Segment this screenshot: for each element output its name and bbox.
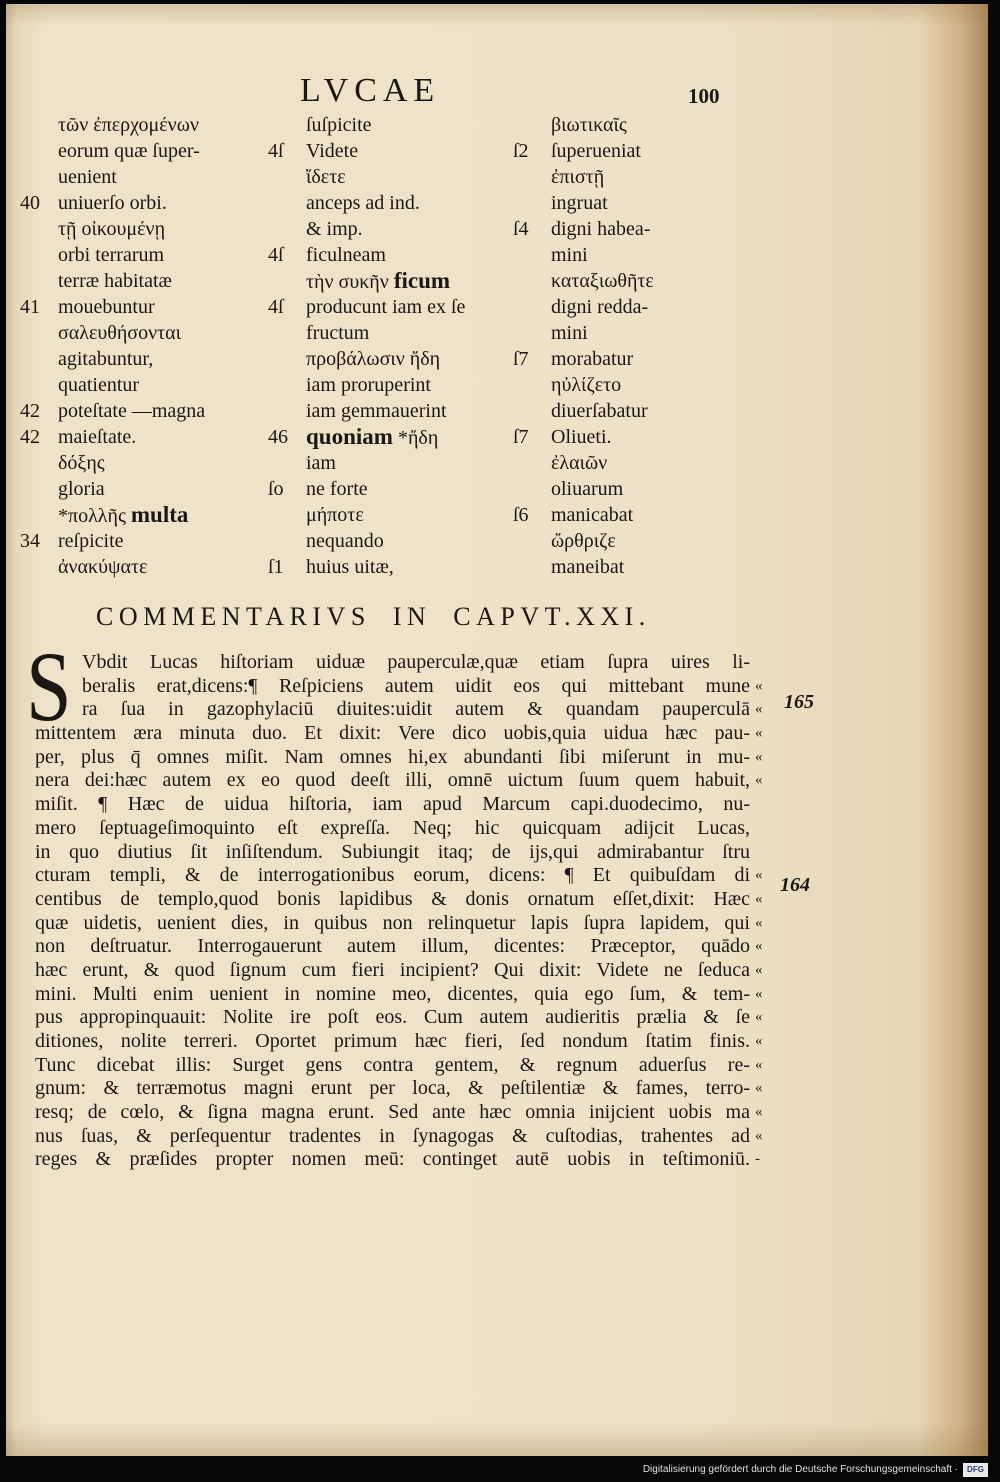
gloss-text: agitabuntur, xyxy=(58,348,154,370)
quote-mark: « xyxy=(755,772,763,789)
gloss-entry xyxy=(20,424,260,450)
gloss-text: iam gemmauerint xyxy=(306,400,447,422)
gloss-entry xyxy=(268,112,508,138)
verse-number: 34 xyxy=(20,530,40,552)
gloss-entry xyxy=(513,320,713,346)
gloss-text xyxy=(58,502,188,529)
quote-mark: - xyxy=(755,1151,760,1168)
gloss-text: ὤρθριζε xyxy=(551,530,616,552)
gloss-text: mouebuntur xyxy=(58,296,155,318)
running-title: LVCAE xyxy=(300,72,441,109)
text-line: miſit. ¶ Hæc de uidua hiſtoria, iam apud Marcum capi.duodecimo, nu- xyxy=(35,793,750,816)
gloss-entry xyxy=(20,372,260,398)
gloss-text: ficulneam xyxy=(306,244,386,266)
digitization-credit: Digitalisierung gefördert durch die Deutsche Forschungsgemeinschaft · xyxy=(642,1464,958,1475)
gloss-text: maneibat xyxy=(551,556,625,578)
verse-number: 41 xyxy=(20,296,40,318)
text-line: mero ſeptuageſimoquinto eſt expreſſa. Neq; hic quicquam adijcit Lucas, xyxy=(35,816,750,839)
commentary-heading: COMMENTARIVS IN CAPVT.XXI. xyxy=(96,602,651,631)
text-line: gnum: & terræmotus magni erunt per loca, & peſtilentiæ & fames, terro- xyxy=(35,1077,750,1100)
gloss-entry xyxy=(513,294,713,320)
gloss-entry xyxy=(20,528,260,554)
quote-mark xyxy=(755,793,777,817)
quote-mark: « xyxy=(755,725,763,742)
gloss-text: poteſtate —magna xyxy=(58,400,206,422)
text-line: Tunc dicebat illis: Surget gens contra gentem, & regnum aduerſus re- xyxy=(35,1053,750,1076)
quote-mark: « xyxy=(755,1080,763,1097)
verse-number: 40 xyxy=(20,192,40,214)
gloss-text: ingruat xyxy=(551,192,608,214)
gloss-text: quatientur xyxy=(58,374,140,396)
verse-number: 4ſ xyxy=(268,244,284,266)
verse-number: ſo xyxy=(268,478,284,500)
quote-mark: « xyxy=(755,1127,763,1144)
glossary-column-2 xyxy=(268,112,508,580)
quote-mark: « xyxy=(755,985,763,1002)
gloss-entry xyxy=(513,164,713,190)
text-line: centibus de templo,quod bonis lapidibus & donis ornatum eſſet,dixit: Hæc xyxy=(35,887,750,910)
glossary-column-1 xyxy=(20,112,260,580)
dfg-logo: DFG xyxy=(963,1463,988,1477)
quote-mark: « xyxy=(755,890,763,907)
gloss-entry xyxy=(268,216,508,242)
gloss-text: μήποτε xyxy=(306,504,364,526)
gloss-entry xyxy=(513,502,713,528)
verse-number: ſ6 xyxy=(513,504,529,526)
gloss-text: ἐλαιῶν xyxy=(551,452,608,474)
gloss-entry xyxy=(268,398,508,424)
gloss-entry xyxy=(20,450,260,476)
text-line: resq; de cœlo, & ſigna magna erunt. Sed ante hæc omnia inijcient uobis ma xyxy=(35,1101,750,1124)
gloss-text: iam xyxy=(306,452,336,474)
quote-mark: « xyxy=(755,1009,763,1026)
drop-cap: S xyxy=(26,631,72,742)
gloss-entry xyxy=(268,268,508,294)
gloss-text: anceps ad ind. xyxy=(306,192,420,214)
gloss-entry xyxy=(20,398,260,424)
text-line: pus appropinquauit: Nolite ire poſt eos. Cum autem audieritis prælia & ſe xyxy=(35,1006,750,1029)
quote-mark: « xyxy=(755,677,763,694)
gloss-text: terræ habitatæ xyxy=(58,270,172,292)
greek-term: τὴν συκῆν xyxy=(306,271,389,293)
quote-mark: « xyxy=(755,748,763,765)
gloss-entry xyxy=(513,346,713,372)
verse-number: 42 xyxy=(20,400,40,422)
gloss-text: δόξης xyxy=(58,452,105,474)
gloss-entry xyxy=(20,294,260,320)
gloss-entry xyxy=(20,242,260,268)
latin-term: ficum xyxy=(393,268,451,293)
gloss-entry xyxy=(268,372,508,398)
gloss-entry xyxy=(20,554,260,580)
gloss-entry xyxy=(513,450,713,476)
verse-number: 42 xyxy=(20,426,40,448)
gloss-entry xyxy=(268,528,508,554)
gloss-entry xyxy=(20,320,260,346)
text-line: in quo diutius ſit inſiſtendum. Subiungit itaq; de ijs,qui admirabantur ſtru xyxy=(35,840,750,863)
gloss-text xyxy=(306,424,438,451)
gloss-entry xyxy=(20,476,260,502)
gloss-text: καταξιωθῆτε xyxy=(551,270,654,292)
gloss-entry xyxy=(513,528,713,554)
gloss-entry xyxy=(268,502,508,528)
gloss-text: τῇ οἰκουμένῃ xyxy=(58,218,166,240)
quote-mark xyxy=(755,651,777,675)
gloss-text: huius uitæ, xyxy=(306,556,394,578)
text-line: hæc erunt, & quod ſignum cum fieri incipient? Qui dixit: Videte ne ſeduca xyxy=(35,958,750,981)
greek-term: *πολλῆς xyxy=(58,505,126,527)
gloss-text: iam proruperint xyxy=(306,374,431,396)
gloss-text: βιωτικαῖς xyxy=(551,114,627,136)
commentary-body xyxy=(35,651,750,1172)
gloss-text: mini xyxy=(551,322,588,344)
gloss-text: & imp. xyxy=(306,218,363,240)
gloss-entry xyxy=(513,424,713,450)
quote-mark: « xyxy=(755,961,763,978)
gloss-entry xyxy=(268,164,508,190)
text-line: mittentem æra minuta duo. Et dixit: Vere dico uobis,quia uidua hæc pau- xyxy=(35,722,750,745)
gloss-text: orbi terrarum xyxy=(58,244,165,266)
gloss-text: digni redda- xyxy=(551,296,649,318)
gloss-entry xyxy=(513,372,713,398)
text-line: non deſtruatur. Interrogauerunt autem illum, dicentes: Præceptor, quādo xyxy=(35,935,750,958)
gloss-text: mini xyxy=(551,244,588,266)
gloss-entry xyxy=(513,268,713,294)
gloss-entry xyxy=(268,450,508,476)
gloss-text: manicabat xyxy=(551,504,634,526)
gloss-entry xyxy=(513,398,713,424)
text-line: per, plus q̄ omnes miſit. Nam omnes hi,ex abundanti ſibi miſerunt in mu- xyxy=(35,745,750,768)
gloss-text xyxy=(306,268,450,295)
gloss-entry xyxy=(268,320,508,346)
gloss-entry xyxy=(20,138,260,164)
gloss-text: ηὐλίζετο xyxy=(551,374,622,396)
gloss-entry xyxy=(20,502,260,528)
gloss-entry xyxy=(20,216,260,242)
gloss-entry xyxy=(268,346,508,372)
gloss-entry xyxy=(268,190,508,216)
latin-term: quoniam xyxy=(306,424,393,449)
page-number: 100 xyxy=(688,84,720,108)
gloss-entry xyxy=(268,476,508,502)
gloss-entry xyxy=(20,190,260,216)
gloss-entry xyxy=(513,242,713,268)
quote-mark: « xyxy=(755,867,763,884)
greek-term: *ἤδη xyxy=(397,427,439,449)
gloss-entry xyxy=(513,476,713,502)
gloss-text: προβάλωσιν ἤδη xyxy=(306,348,441,370)
gloss-entry xyxy=(268,138,508,164)
gloss-text: ἴδετε xyxy=(306,166,346,188)
gloss-text: diuerſabatur xyxy=(551,400,648,422)
verse-number: 4ſ xyxy=(268,140,284,162)
gloss-text: uniuerſo orbi. xyxy=(58,192,167,214)
gloss-entry xyxy=(513,112,713,138)
latin-term: multa xyxy=(130,502,189,527)
gloss-text: morabatur xyxy=(551,348,634,370)
gloss-text: σαλευθήσονται xyxy=(58,322,182,344)
quote-mark: « xyxy=(755,1033,763,1049)
verse-number: 4ſ xyxy=(268,296,284,318)
gloss-text: ἐπιστῇ xyxy=(551,166,605,188)
gloss-text: digni habea- xyxy=(551,218,651,240)
gloss-text: uenient xyxy=(58,166,117,188)
gloss-text: producunt iam ex ſe xyxy=(306,296,466,318)
quote-mark: « xyxy=(755,914,763,931)
gloss-text: Oliueti. xyxy=(551,426,612,448)
text-line: beralis erat,dicens:¶ Reſpiciens autem uidit eos qui mittebant mune xyxy=(82,674,750,697)
gloss-text: ſuperueniat xyxy=(551,140,641,162)
text-line: nera dei:hæc autem ex eo quod deeſt illi, omnē uictum ſuum quem habuit, xyxy=(35,769,750,792)
verse-number: ſ1 xyxy=(268,556,284,578)
gloss-entry xyxy=(268,294,508,320)
margin-quote-marks xyxy=(755,651,777,1172)
gloss-text: eorum quæ ſuper- xyxy=(58,140,200,162)
gloss-text: reſpicite xyxy=(58,530,124,552)
quote-mark xyxy=(755,841,777,865)
gloss-entry xyxy=(513,138,713,164)
gloss-entry xyxy=(268,424,508,450)
text-line: Vbdit Lucas hiſtoriam uiduæ pauperculæ,quæ etiam ſupra uires li- xyxy=(82,651,750,673)
quote-mark: « xyxy=(755,938,763,955)
marginal-number: 164 xyxy=(780,874,810,896)
text-line: quæ uidetis, uenient dies, in quibus non relinquetur lapis ſupra lapidem, qui xyxy=(35,911,750,934)
quote-mark xyxy=(755,817,777,841)
gloss-entry xyxy=(513,190,713,216)
gloss-entry xyxy=(268,554,508,580)
gloss-entry xyxy=(20,346,260,372)
verse-number: 46 xyxy=(268,426,288,448)
gloss-text: oliuarum xyxy=(551,478,624,500)
gloss-text: ſuſpicite xyxy=(306,114,372,136)
gloss-text: nequando xyxy=(306,530,384,552)
gloss-text: ne forte xyxy=(306,478,368,500)
gloss-text: fructum xyxy=(306,322,370,344)
quote-mark: « xyxy=(755,701,763,718)
text-line: nus ſuas, & perſequentur tradentes in ſynagogas & cuſtodias, trahentes ad xyxy=(35,1124,750,1147)
glossary-column-3 xyxy=(513,112,713,580)
text-line: ditiones, nolite terreri. Oportet primum hæc fieri, ſed nondum ſtatim finis. xyxy=(35,1030,750,1052)
gloss-entry xyxy=(513,216,713,242)
text-line: mini. Multi enim uenient in nomine meo, dicentes, quia ego ſum, & tem- xyxy=(35,982,750,1005)
verse-number: ſ7 xyxy=(513,426,529,448)
quote-mark: « xyxy=(755,1104,763,1121)
gloss-text: maieſtate. xyxy=(58,426,137,448)
verse-number: ſ7 xyxy=(513,348,529,370)
gloss-text: τῶν ἐπερχομένων xyxy=(58,114,199,136)
verse-number: ſ2 xyxy=(513,140,529,162)
gloss-entry xyxy=(20,164,260,190)
gloss-entry xyxy=(268,242,508,268)
gloss-entry xyxy=(513,554,713,580)
gloss-entry xyxy=(20,112,260,138)
text-line: reges & præſides propter nomen meū: continget autē uobis in teſtimoniū. xyxy=(35,1148,750,1171)
text-line: ra ſua in gazophylaciū diuites:uidit autem & quandam pauperculā xyxy=(82,698,750,721)
gloss-text: ἀνακύψατε xyxy=(58,556,148,578)
verse-number: ſ4 xyxy=(513,218,529,240)
gloss-entry xyxy=(20,268,260,294)
gloss-text: gloria xyxy=(58,478,105,500)
text-line: cturam templi, & de interrogationibus eorum, dicens: ¶ Et quibuſdam di xyxy=(35,864,750,887)
marginal-number: 165 xyxy=(784,691,814,713)
gloss-text: Videte xyxy=(306,140,359,162)
quote-mark: « xyxy=(755,1056,763,1073)
